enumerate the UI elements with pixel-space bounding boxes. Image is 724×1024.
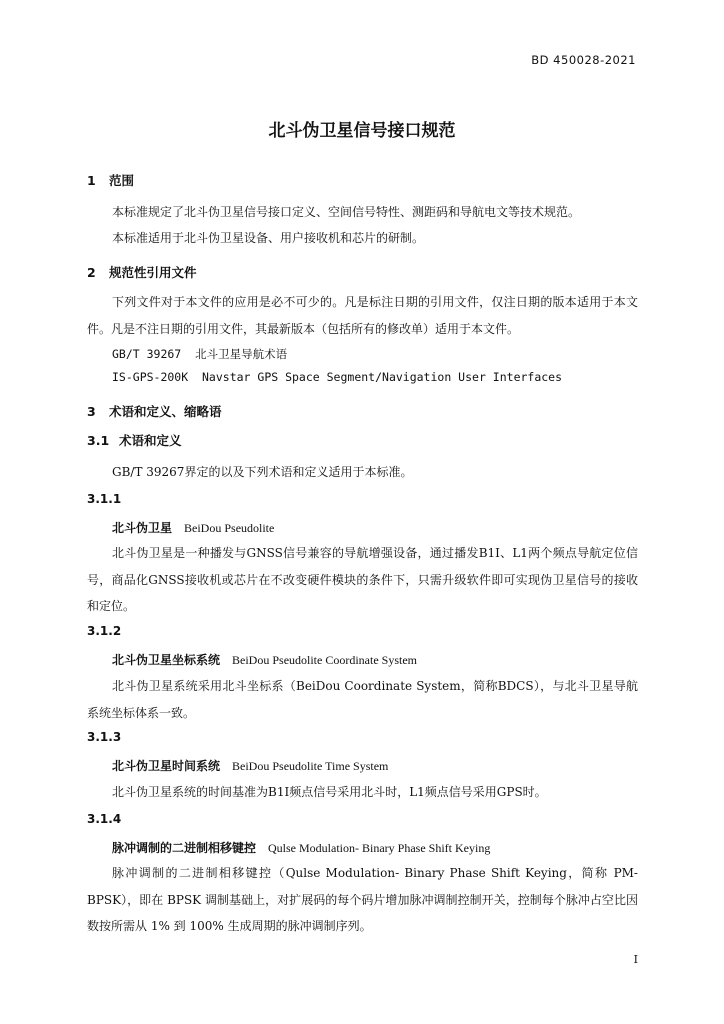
term-name-zh: 脉冲调制的二进制相移键控 xyxy=(112,841,257,855)
term-3-1-4-definition: 脉冲调制的二进制相移键控（Qulse Modulation- Binary Phase Shift Keying，简称 PM-BPSK），即在 BPSK 调制基础上，对扩展码的每个码片增加脉冲调制控制开关，控制每个脉冲占空比因数按所需从 1% 到 100% 生成周期的脉冲调制序列。 xyxy=(87,866,638,933)
section-number: 2 xyxy=(87,265,96,280)
document-id: BD 450028-2021 xyxy=(531,53,636,67)
section-number: 3.1 xyxy=(87,433,110,448)
section-3-1-paragraph: GB/T 39267界定的以及下列术语和定义适用于本标准。 xyxy=(112,465,413,479)
section-title: 范围 xyxy=(109,173,135,188)
section-number: 3 xyxy=(87,404,96,419)
term-name-en: BeiDou Pseudolite Coordinate System xyxy=(232,653,418,667)
document-title: 北斗伪卫星信号接口规范 xyxy=(268,121,456,141)
term-3-1-3-title xyxy=(87,757,638,774)
term-name-zh: 北斗伪卫星 xyxy=(112,521,173,535)
term-name-en: BeiDou Pseudolite Time System xyxy=(232,759,389,773)
normative-reference-1: GB/T 39267 北斗卫星导航术语 xyxy=(112,347,288,361)
section-1-heading xyxy=(87,171,638,189)
normative-reference-2: IS-GPS-200K Navstar GPS Space Segment/Navigation User Interfaces xyxy=(112,370,563,384)
term-name-en: Qulse Modulation- Binary Phase Shift Keying xyxy=(268,841,491,855)
section-title: 术语和定义 xyxy=(119,433,182,448)
term-3-1-3-number: 3.1.3 xyxy=(87,730,122,744)
term-name-en: BeiDou Pseudolite xyxy=(184,521,275,535)
page-number: I xyxy=(633,953,638,966)
section-3-1-heading xyxy=(87,431,638,449)
term-3-1-2-definition: 北斗伪卫星系统采用北斗坐标系（BeiDou Coordinate System，简称BDCS），与北斗卫星导航系统坐标体系一致。 xyxy=(87,679,638,720)
term-3-1-1-number: 3.1.1 xyxy=(87,492,122,506)
section-1-paragraph-2: 本标准适用于北斗伪卫星设备、用户接收机和芯片的研制。 xyxy=(112,231,425,245)
term-3-1-4-number: 3.1.4 xyxy=(87,812,122,826)
term-name-zh: 北斗伪卫星时间系统 xyxy=(112,759,221,773)
section-number: 1 xyxy=(87,173,96,188)
section-title: 规范性引用文件 xyxy=(109,265,197,280)
term-name-zh: 北斗伪卫星坐标系统 xyxy=(112,653,221,667)
section-1-paragraph-1: 本标准规定了北斗伪卫星信号接口定义、空间信号特性、测距码和导航电文等技术规范。 xyxy=(112,205,581,219)
term-3-1-2-number: 3.1.2 xyxy=(87,624,122,638)
term-3-1-3-definition: 北斗伪卫星系统的时间基准为B1I频点信号采用北斗时，L1频点信号采用GPS时。 xyxy=(112,785,547,799)
section-title: 术语和定义、缩略语 xyxy=(109,404,222,419)
term-3-1-1-title xyxy=(87,519,638,536)
term-3-1-2-title xyxy=(87,651,638,668)
section-3-heading xyxy=(87,402,638,420)
section-2-heading xyxy=(87,263,638,281)
term-3-1-4-title xyxy=(87,839,638,856)
term-3-1-1-definition: 北斗伪卫星是一种播发与GNSS信号兼容的导航增强设备，通过播发B1I、L1两个频点导航定位信号，商品化GNSS接收机或芯片在不改变硬件模块的条件下，只需升级软件即可实现伪卫星信号的接收和定位。 xyxy=(87,546,638,613)
section-2-paragraph: 下列文件对于本文件的应用是必不可少的。凡是标注日期的引用文件，仅注日期的版本适用于本文件。凡是不注日期的引用文件，其最新版本（包括所有的修改单）适用于本文件。 xyxy=(87,295,638,336)
